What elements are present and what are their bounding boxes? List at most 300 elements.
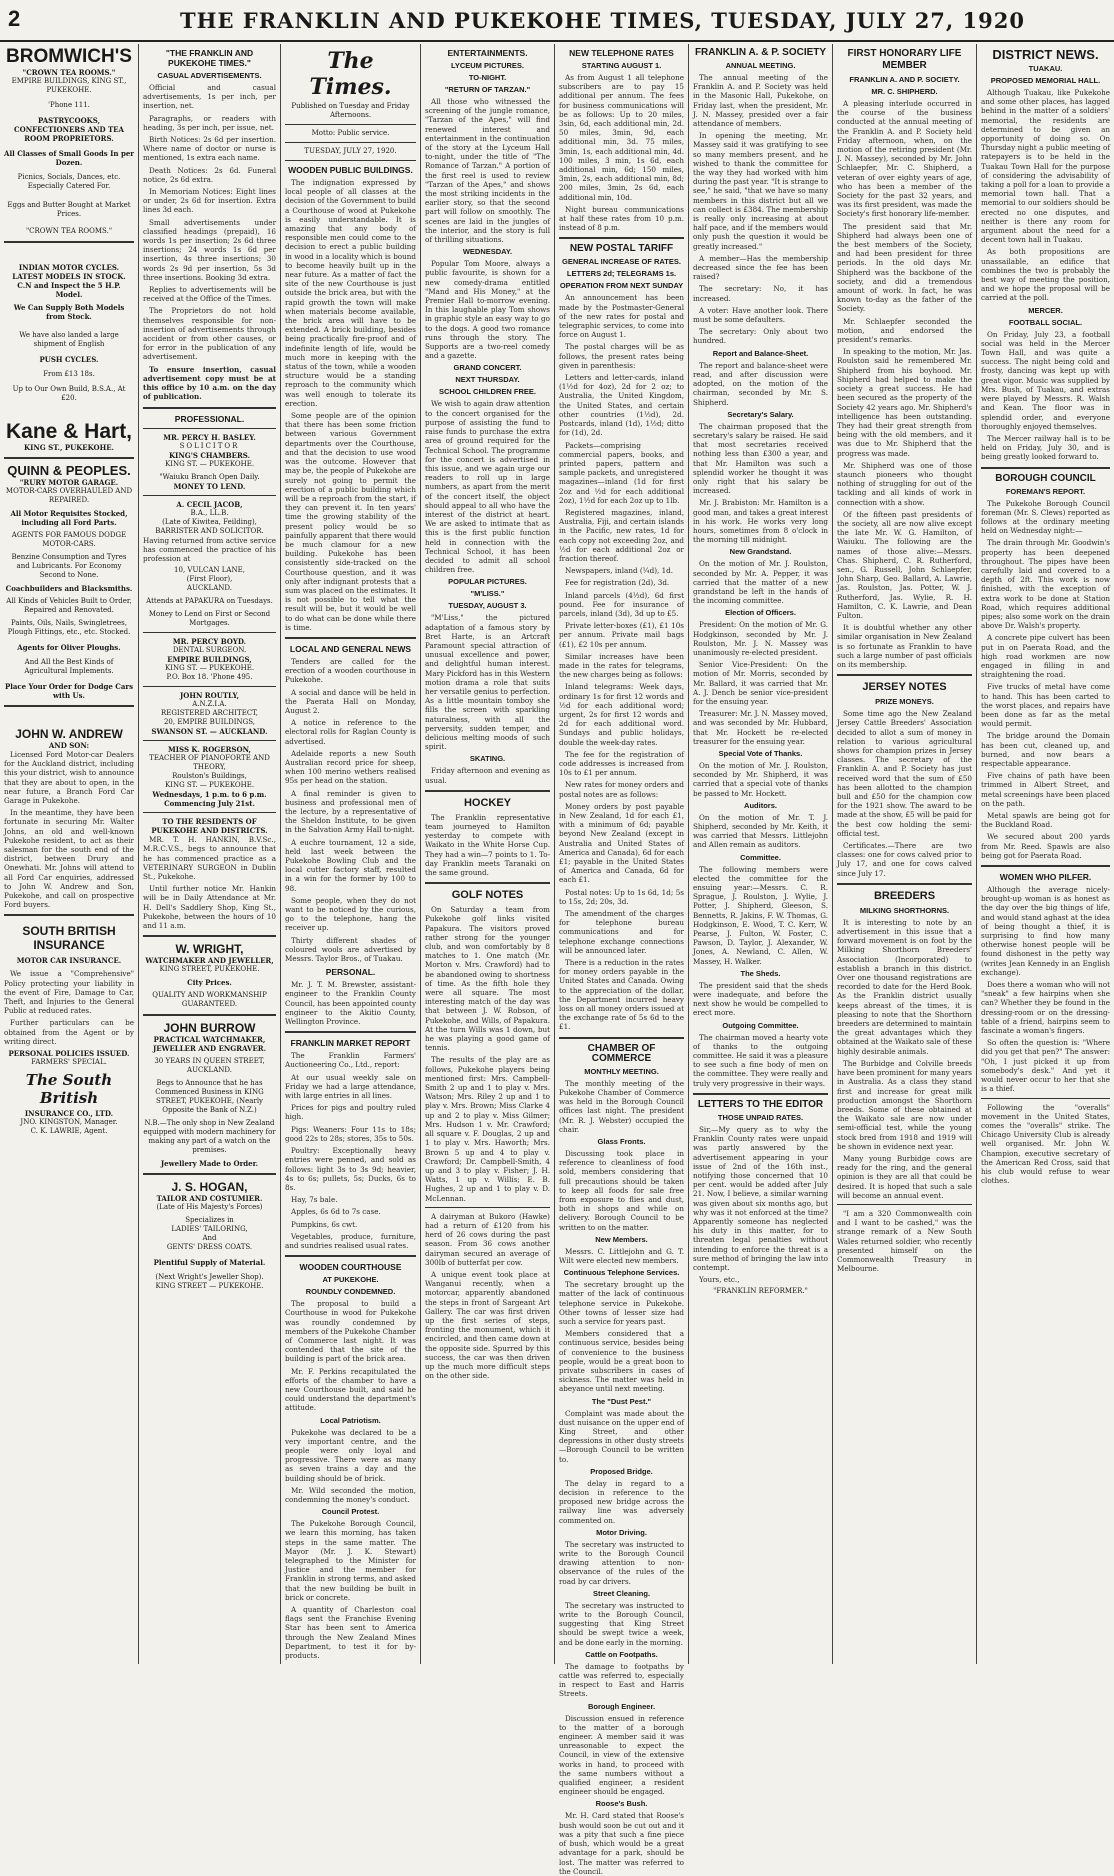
- women-para: Following the "overalls" movement in the United States, comes the "overalls" strike. The Chicago University Club is already well organised. Mr. John W. Champion, executive secretary of the American Red Cross, said that his club would refuse to wear clothes.: [981, 1102, 1110, 1186]
- bromwich-address: EMPIRE BUILDINGS, KING ST., PUKEKOHE.: [11, 77, 127, 94]
- divider: [981, 865, 1110, 867]
- market-para: At our usual weekly sale on Friday we had a large attendance, with large entries in all lines.: [285, 1072, 416, 1101]
- divider: [285, 142, 416, 143]
- local-news-head: LOCAL AND GENERAL NEWS: [289, 643, 412, 654]
- ap-society-head: FRANKLIN A. & P. SOCIETY: [694, 47, 827, 58]
- honorary-para: In speaking to the motion, Mr. Jas. Roulston said he remembered Mr. Shipherd from his boyhood. Mr. Shipherd had helped to make the society a great success. He had been secured as the property of the Society 42 years ago. Mr. Shipherd's intelligence has been outstanding. They had their great strength from being with the old members, and it was due to Mr. Shipherd that the progress was made.: [837, 347, 972, 458]
- andrew-para: In the meantime, they have been fortunate in securing Mr. Walter Johns, an old and well-known Pukekohe resident, to act as their salesman for the south end of the district, between Drury and Onewhati. Mr. Johns will attend to all Ford Car enquiries, addressed to John W. Andrew and Son, Pukekohe, and call on prospective Ford buyers.: [4, 808, 134, 910]
- district-para: The Mercer railway hall is to be held on Friday, July 30, and is being greatly looked forward to.: [981, 433, 1110, 462]
- local-news-para: A euchre tournament, 12 a side, held last week between the Pukekohe Bowling Club and the local cutter factory staff, resulted in a win for the former by 100 to 98.: [285, 837, 416, 893]
- basley-chambers: KING'S CHAMBERS.: [168, 450, 251, 460]
- basley-title: SOLICITOR: [179, 441, 240, 450]
- divider: [4, 241, 134, 243]
- cycles-line: We have also landed a large shipment of English: [19, 331, 119, 348]
- wright-ad: [143, 942, 276, 1009]
- chamber-para: Mr. H. Card stated that Roose's bush would soon be cut out and it was a pity that such a fine piece of bush, which would be a great advantage for a park, should be lost. The matter was referred to the Council.: [559, 1811, 684, 1876]
- postal-tariff-para: Packets—comprising commercial papers, books, and printed papers, pattern and sample packets, and unregistered magazines—inland (1d for first 2oz and ½d for each additional 2oz), 1½d for each 2oz up to 1lb.: [559, 440, 684, 505]
- market-para: The Franklin Farmers' Auctioneering Co., Ltd., report:: [285, 1051, 416, 1070]
- boyd-box: P.O. Box 18. 'Phone 495.: [166, 673, 253, 682]
- ap-society-para: The secretary: No, it has increased.: [693, 284, 828, 303]
- jacob-name: A. CECIL JACOB,: [176, 499, 243, 509]
- jacob-money: Money to Lend on First or Second Mortgages.: [148, 610, 271, 628]
- chamber-subhead: Motor Driving.: [596, 1527, 647, 1537]
- quinn-line: "RURY MOTOR GARAGE.: [19, 478, 119, 487]
- borough-para: Five chains of path have been trimmed in Albert Street, and metal screenings have been placed on the path.: [981, 771, 1110, 808]
- borough-para: Five trucks of metal have come to hand. This has been carted to the worst places, and repairs have been done as far as the metal would permit.: [981, 682, 1110, 729]
- divider: [4, 457, 134, 459]
- courthouse-para: The proposal to build a Courthouse in wood for Pukekohe was roundly condemned by members of the Pukekohe Chamber of Commerce last night. It was contended that the site of the building is part of the brick area.: [285, 1299, 416, 1364]
- quinn-line: Benzine Consumption and Tyres and Lubricants. For Economy Second to None.: [11, 553, 127, 579]
- andrew-name: JOHN W. ANDREW: [15, 727, 123, 741]
- divider: [4, 705, 134, 707]
- postal-tariff-sub: LETTERS 2d; TELEGRAMS 1s.: [566, 269, 677, 279]
- honorary-sub: FRANKLIN A. AND P. SOCIETY.: [849, 75, 960, 84]
- bromwich-name: BROMWICH'S: [6, 46, 132, 67]
- ap-society-subhead: Secretary's Salary.: [727, 409, 794, 419]
- market-para: Pumpkins, 6s cwt.: [291, 1219, 358, 1229]
- ap-society-subhead: Outgoing Committee.: [722, 1020, 799, 1030]
- hankin-para: Until further notice Mr. Hankin will be in Daily Attendance at Mr. H. Dell's Saddlery Shop, King St., Pukekohe, between the hours of 10 and 11 a.m.: [143, 884, 276, 930]
- entertainments-para: All those who witnessed the screening of the jungle romance, "Tarzan of the Apes," will find renewed interest and entertainment in the continuation of the story at the Lyceum Hall to-night, under the title of "The Romance of Tarzan." A portion of the first reel is used to review "Tarzan of the Apes," and shows the most striking incidents in the earlier story, so that the second part will follow on smoothly. The scenes are laid in the jungles of the interior, and the story is full of thrilling situations.: [425, 97, 550, 245]
- divider: [837, 674, 972, 676]
- hogan-line: Plentiful Supply of Material.: [153, 1258, 266, 1268]
- times-publication: Published on Tuesday and Friday Afternoons.: [291, 102, 410, 119]
- telephone-rates-para: Night bureau communications at half these rates from 10 p.m. instead of 8 p.m.: [559, 204, 684, 233]
- bromwich-eggs: Eggs and Butter Bought at Market Prices.: [7, 201, 131, 218]
- hogan-address: KING STREET — PUKEKOHE.: [155, 1282, 264, 1291]
- postal-tariff-para: The postal charges will be as follows, the present rates being given in parenthesis:: [559, 342, 684, 370]
- golf-para: On Saturday a team from Pukekohe golf links visited Papakura. The visitors proved rather strong for the younger club, and won comfortably by 8 matches to 1. One match (Mr. Morton v. Mrs. Crawford) had to be abandoned owing to shortness of time. As the fifth hole they were all square. The most interesting match of the day was that between J. W. Robson, of Pukekohe, and Wills, of Papakura. At the turn Wills was 1 down, but he was playing a good game of tennis.: [425, 905, 550, 1053]
- ap-society-sub: ANNUAL MEETING.: [725, 61, 796, 70]
- women-para: So often the question is: "Where did you get that pen?" The answer: "Oh, I just picked it up from somebody's desk." And yet it would never occur to her that she is a thief.: [981, 1038, 1110, 1094]
- hogan-late: (Late of His Majesty's Forces): [156, 1203, 263, 1212]
- cycles-line: Up to Our Own Build, B.S.A., At £20.: [12, 385, 126, 402]
- chamber-para: Complaint was made about the dust nuisance on the upper end of King Street, and other depressions in other dusty streets—Borough Council to be written to.: [559, 1408, 684, 1464]
- honorary-para: Mr. Shipherd was one of those staunch pioneers who thought nothing of struggling for out of the tackling and all kinds of work in connection with a show.: [837, 460, 972, 507]
- divider: [981, 1098, 1110, 1099]
- wright-prices: City Prices.: [187, 978, 232, 988]
- divider: [285, 637, 416, 639]
- borough-para: Metal spawls are being got for the Buckland Road.: [981, 811, 1110, 830]
- hankin-para: MR. T. H. HANKIN, B.V.Sc., M.R.C.V.S., begs to announce that he has commenced practice as a VETERINARY SURGEON in Dublin St., Pukekohe.: [143, 835, 276, 881]
- jersey-head: JERSEY NOTES: [862, 681, 947, 694]
- district-sub: TUAKAU.: [1028, 64, 1063, 73]
- times-date: TUESDAY, JULY 27, 1920.: [304, 147, 397, 155]
- golf-para: A dairyman at Bukoro (Hawke) had a return of £120 from his herd of 26 cows during the past season. From 36 cows another dairyman secured an average of 300lb of butterfat per cow.: [425, 1211, 550, 1267]
- divider: [143, 686, 276, 687]
- postal-tariff-head: NEW POSTAL TARIFF: [569, 243, 674, 255]
- chamber-subhead: Roose's Bush.: [595, 1799, 648, 1809]
- jersey-para: Certificates.—There are two classes: one for cows calved prior to July 17, and one for cows calved since July 17.: [837, 841, 972, 878]
- postal-tariff-para: Private letter-boxes (£1), £1 10s per annum. Private mail bags (£1), £2 10s per annum.: [559, 621, 684, 649]
- market-report-head: FRANKLIN MARKET REPORT: [290, 1038, 411, 1049]
- quinn-line: Place Your Order for Dodge Cars with Us.: [4, 682, 134, 700]
- hogan-spec: Specializes in: [185, 1216, 234, 1225]
- boyd-building: EMPIRE BUILDINGS,: [167, 655, 252, 665]
- postal-tariff-para: Inland telegrams: Week days, ordinary 1s for first 12 words and ½d for each additional word; urgent, 2s for first 12 words and 2d for each additional word. Sundays and public holidays, double the week-day rates.: [559, 682, 684, 747]
- entertainments-sub: GRAND CONCERT.: [453, 363, 522, 373]
- routly-address: SWANSON ST. — AUCKLAND.: [151, 727, 268, 737]
- chamber-subhead: Glass Fronts.: [597, 1136, 646, 1146]
- boyd-address: KING ST. — PUKEKOHE.: [164, 664, 255, 673]
- ap-society-para: The annual meeting of the Franklin A. and P. Society was held in the Masonic Hall, Pukekohe, on Friday last, when the president, Mr. J. N. Massey, presided over a fair attendance of members.: [693, 73, 828, 129]
- district-para: Although Tuakau, like Pukekohe and some other places, has lagged behind in the matter of a soldiers' memorial, the residents are determined to be given an opportunity of doing so. On Thursday night a public meeting of ratepayers is to be held in the Tuakau Town Hall for the purpose of considering the advisability of taking a poll for a loan to provide a memorial town hall. That a memorial to our soldiers should be erected no one disputes, and neither is there any room for argument about the need for a decent town hall in Tuakau.: [981, 88, 1110, 245]
- routly-name: JOHN ROUTLY,: [179, 691, 240, 701]
- ap-society-subhead: Report and Balance-Sheet.: [712, 348, 809, 358]
- letters-head: LETTERS TO THE EDITOR: [697, 1098, 824, 1110]
- basley-money: MONEY TO LEND.: [173, 481, 246, 491]
- divider: [143, 495, 276, 496]
- column-5: [554, 44, 688, 1876]
- postal-tariff-para: There is a reduction in the rates for money orders payable in the United States and Canada. Owing to the appreciation of the dollar, the Department incurred heavy loss on all money orders issued at the exchange rate of 5s 6d to the £1.: [559, 958, 684, 1032]
- women-para: Although the average nicely-brought-up woman is as honest as the day over the big things of life, and would stand aghast at the idea of being thought a thief, it is surprising to find how many otherwise honest people will be found dishonest in the petty way (writes Jean Kennedy in an English exchange).: [981, 885, 1110, 977]
- divider: [559, 1037, 684, 1039]
- ap-society-para: Senior Vice-President: On the motion of Mr. Morris, seconded by Mr. Ballard, it was carried that Mr. A. J. Dench be senior vice-president for the ensuing year.: [693, 660, 828, 706]
- chamber-subhead: New Members.: [595, 1234, 648, 1244]
- honorary-para: A pleasing interlude occurred in the course of the business conducted at the annual meeting of the Franklin A. and P. Society held Friday afternoon, when, on the motion of the retiring president (Mr. J. N. Massey), seconded by Mr. John Schlaepfer, Mr. C. Shipherd, a veteran of over eighty years of age, who has been a member of the Society for the past 32 years, and was its first president, was made the Society's first honorary life-member.: [837, 99, 972, 219]
- classified-para: To ensure insertion, casual advertisement copy must be at this office by 10 a.m. on the day of publication.: [143, 364, 276, 402]
- insurance-agent: C. K. LAWRIE, Agent.: [30, 1127, 108, 1136]
- breeders-head: BREEDERS: [873, 889, 936, 902]
- postal-tariff-para: Fee for registration (2d), 3d.: [565, 578, 670, 588]
- divider: [425, 790, 550, 792]
- times-motto: Motto: Public service.: [311, 129, 390, 137]
- divider: [4, 914, 134, 916]
- rogerson-title: TEACHER OF PIANOFORTE AND THEORY,: [149, 754, 270, 772]
- borough-para: The drain through Mr. Goodwin's property has been deepened throughout. The pipes have been carefully laid and covered to a depth of 2ft. This work is now finished, with the exception of extra work to be done at Station Road, which requires additional pipes; also some work on the drain above Dr. Walsh's property.: [981, 538, 1110, 631]
- divider: [143, 632, 276, 633]
- boyd-name: MR. PERCY BOYD.: [172, 637, 247, 647]
- telephone-rates-head: NEW TELEPHONE RATES: [569, 48, 674, 58]
- ap-society-para: President: On the motion of Mr. G. Hodgkinson, seconded by Mr. J. Roulston, Mr. J. N. Massey was unanimously re-elected president.: [693, 620, 828, 657]
- jacob-address: AUCKLAND.: [187, 584, 232, 593]
- insurance-line: FARMERS' SPECIAL.: [31, 1058, 107, 1067]
- postal-tariff-para: The amendment of the charges for telephone bureau communications and for telephone exchange connections will be announced later.: [559, 909, 684, 955]
- burrow-line: 30 YEARS IN QUEEN STREET, AUCKLAND.: [154, 1057, 265, 1075]
- divider: [143, 428, 276, 429]
- column-4: [420, 44, 554, 1664]
- ap-society-para: On the motion of Mr. J. Roulston, seconded by Mr. A. Pepper, it was carried that the matter of a new grandstand be left in the hands of the incoming committee.: [693, 559, 828, 606]
- local-news-para: Thirty different shades of coloured wools are advertised by Messrs. Taylor Bros., of Tuakau.: [285, 935, 416, 964]
- hogan-line: And: [202, 1234, 217, 1243]
- burrow-line: N.B.—The only shop in New Zealand equipped with modern machinery for making any part of a watch on the premises.: [143, 1119, 276, 1155]
- column-6: [688, 44, 832, 1664]
- hogan-ad: [143, 1180, 276, 1291]
- women-para: Does there a woman who will not "sneak" a few hairpins when she can? Whether they be found in the dressing-room or on the dressing-table of a friend, hairpins seem to fascinate a woman's fingers.: [981, 980, 1110, 1036]
- masthead: [0, 0, 1114, 42]
- ap-society-subhead: Special Vote of Thanks.: [718, 749, 803, 758]
- honorary-head: FIRST HONORARY LIFE MEMBER: [847, 48, 962, 71]
- district-para: As both propositions are unassailable, an edifice that combines the two is probably the best way of meeting the position, and we hope the proposal will be carried at the poll.: [981, 247, 1110, 303]
- entertainments-sub: "RETURN OF TARZAN.": [444, 85, 531, 94]
- bromwich-trade: PASTRYCOOKS, CONFECTIONERS AND TEA ROOM PROPRIETORS.: [14, 116, 124, 143]
- editorial-para: Some people are of the opinion that there has been some friction between various Government departments over the Courthouse, and that the decision to use wood was the outcome. However that may be, the people of Pukekohe are surely not going to permit the erection of a public building which will be a reproach from the start, if they can prevent it. In ten years' time the growing stability of the present policy would be so painfully apparent that there would be much clamour for a new building. Pukekohe has been consistently side-tracked on the Courthouse question, and it was only after indignant protests that a sum was placed on the estimates. It is not possible to tell what the result will be, but it would be well to do what can be done while there is time.: [285, 411, 416, 632]
- courthouse-sub: AT PUKEKOHE.: [322, 1275, 379, 1285]
- insurance-line: PERSONAL POLICIES ISSUED.: [8, 1049, 130, 1059]
- golf-head: GOLF NOTES: [451, 889, 524, 902]
- wright-title: WATCHMAKER AND JEWELLER,: [145, 956, 274, 966]
- chamber-head: CHAMBER OF COMMERCE: [587, 1042, 656, 1064]
- hockey-para: The Franklin representative team journeyed to Hamilton yesterday to compete with Waikato in the White Horse Cup. They had a win—7 points to 1. To-day Franklin meets Taranaki on the same ground.: [425, 812, 550, 878]
- local-news-para: Some people, when they do not want to be noticed by the curious, go to the telephone, hang the receiver up.: [285, 895, 416, 933]
- jacob-role: BARRISTER AND SOLICITOR.: [155, 526, 264, 535]
- kane-hart-address: KING ST., PUKEKOHE.: [23, 443, 114, 452]
- rogerson-card: [143, 745, 276, 808]
- hankin-notice: [143, 817, 276, 930]
- cycles-line: From £13 18s.: [43, 370, 95, 378]
- courthouse-para: Pukekohe was declared to be a very important centre, and the people were only loyal and progressive. There were as many as seven trains a day and the building should be of brick.: [285, 1427, 416, 1483]
- entertainments-sub: TUESDAY, AUGUST 3.: [448, 601, 527, 611]
- classified-para: Official and casual advertisements, 1s per inch, per insertion, net.: [143, 83, 276, 111]
- borough-para: The Pukekohe Borough Council foreman (Mr. S. Clews) reported as follows at the ordinary meeting held on Wednesday night:—: [981, 498, 1110, 536]
- letters-sub: THOSE UNPAID RATES.: [717, 1112, 804, 1122]
- chamber-para: The damage to footpaths by cattle was referred to, especially in respect to East and Harris Streets.: [559, 1661, 684, 1699]
- classified-sub: CASUAL ADVERTISEMENTS.: [157, 71, 262, 80]
- divider: [143, 740, 276, 741]
- honorary-para: It is doubtful whether any other similar organisation in New Zealand is so fortunate as Franklin to have such a large number of past officials on its membership.: [837, 623, 972, 669]
- postal-tariff-para: Newspapers, inland (¼d), 1d.: [565, 566, 674, 576]
- entertainments-sub: "M'LISS.": [470, 589, 505, 599]
- chamber-subhead: Continuous Telephone Services.: [563, 1268, 680, 1278]
- bromwich-tag: "CROWN TEA ROOMS.": [22, 68, 116, 77]
- quinn-line: Coachbuilders and Blacksmiths.: [5, 584, 133, 593]
- divider: [981, 467, 1110, 469]
- chamber-para: The secretary brought up the matter of the lack of continuous telephone service in Pukekohe. Other towns of lesser size had such a service for years past.: [559, 1280, 684, 1326]
- ap-society-subhead: Auditors.: [744, 800, 777, 810]
- divider: [559, 237, 684, 239]
- ap-society-para: The chairman proposed that the secretary's salary be raised. He said that most secretaries received nothing less than £300 a year, and that Mr. Hamilton was such a splendid worker he thought it was only right that his salary be increased.: [693, 421, 828, 496]
- routly-title: REGISTERED ARCHITECT,: [160, 709, 259, 718]
- entertainments-sub: SKATING.: [469, 754, 506, 764]
- hankin-head: TO THE RESIDENTS OF PUKEKOHE AND DISTRICTS.: [151, 817, 268, 836]
- wright-name: W. WRIGHT,: [175, 942, 244, 957]
- column-3: [280, 44, 420, 1664]
- insurance-company-sub: INSURANCE CO., LTD.: [24, 1109, 114, 1119]
- rogerson-days: Wednesdays, 1 p.m. to 6 p.m. Commencing July 21st.: [152, 790, 267, 809]
- quinn-name: QUINN & PEOPLES.: [7, 463, 131, 478]
- basley-branch: "Waiuku Branch Open Daily.: [159, 472, 260, 481]
- borough-para: A concrete pipe culvert has been put in on Paerata Road, and the high road workmen are now engaged in filling in and straightening the road.: [981, 633, 1110, 680]
- district-sub: PROPOSED MEMORIAL HALL.: [990, 76, 1101, 85]
- routly-card: [143, 691, 276, 736]
- honorary-para: Mr. Schlaepfer seconded the motion, and endorsed the president's remarks.: [837, 316, 972, 345]
- quinn-ad: [4, 464, 134, 700]
- bromwich-goods: All Classes of Small Goods In per Dozen.: [4, 149, 134, 167]
- jersey-para: Some time ago the New Zealand Jersey Cattle Breeders' Association decided to allot a sum of money in relation to various agricultural shows for champion prizes in Jersey classes. The secretary of the Franklin A. and P. Society has just received word that the sum of £50 has been allotted to the champion bull and £50 for the champion cow for the 1921 show. The award to be made at the show, £5 will be paid for the best cow holding the semi-official test.: [837, 709, 972, 838]
- jacob-degree: B.A., LL.B.: [190, 508, 229, 517]
- boyd-card: [143, 637, 276, 682]
- jacob-address: 10, VULCAN LANE,: [174, 566, 245, 575]
- newspaper-title: THE FRANKLIN AND PUKEKOHE TIMES, TUESDAY, JULY 27, 1920: [180, 8, 1025, 33]
- chamber-para: Discussing took place in reference to cleanliness of food sold, members considering that full precautions should be taken to keep all foods for sale free from exposure to flies and dust, both in shops and while on delivery. Borough Council to be written to on the matter.: [559, 1148, 684, 1232]
- wright-quality: QUALITY AND WORKMANSHIP GUARANTEED.: [152, 991, 267, 1009]
- breeders-para: It is interesting to note by an advertisement in this issue that a forward movement is on foot by the Milking Shorthorn Breeders' Association (Incorporated) to establish a branch in this district. Over one thousand registrations are recorded to date for the Herd Book. As the Franklin district usually keeps abreast of the times, it is pleasing to note that the Shorthorn breeders are determined to maintain the great advantages which they obtained at the Waikato sale of these highly desirable animals.: [837, 917, 973, 1056]
- postal-tariff-para: Registered magazines, inland, Australia, Fiji, and certain islands in the Pacific, new rates, 1d for each copy not exceeding 2oz, and ½d for each additional 2oz or fraction thereof.: [559, 507, 684, 563]
- editorial-head: WOODEN PUBLIC BUILDINGS.: [288, 165, 413, 175]
- classified-rates: [143, 48, 276, 402]
- postal-tariff-para: Postal notes: Up to 1s 6d, 1d; 5s to 15s, 2d; 20s, 3d.: [559, 887, 684, 906]
- borough-para: The bridge around the Domain has been cut, cleaned up, and burned, and now bears a respectable appearance.: [981, 731, 1110, 768]
- district-para: On Friday, July 23, a football social was held in the Mercer Town Hall, and was quite a success. The night being cold and frosty, dancing was kept up with great vigor. Music was supplied by Mrs. Bush, of Tuakau, and extras were played by Messrs. R. Walsh and Kean. The floor was in splendid order, and everyone thoroughly enjoyed themselves.: [981, 329, 1110, 431]
- ap-society-subhead: New Grandstand.: [729, 547, 792, 557]
- burrow-line: Begs to Announce that he has Commenced Business in KING STREET, PUKEKOHE, (Nearly Opposite the Bank of N.Z.): [155, 1079, 264, 1115]
- insurance-ad: [4, 924, 134, 1136]
- courthouse-para: Mr. F. Perkins recapitulated the efforts of the chamber to have a new Courthouse built, and said he could understand the department's attitude.: [285, 1366, 416, 1413]
- golf-para: The results of the play are as follows, Pukekohe players being mentioned first: Mrs. Campbell-Smith 2 up and 1 to play v. Mrs. Watson; Mrs. Riley 2 up and 1 to play v. Mrs. Brown; Miss Clarke 4 up and 2 to play v. Miss Gilmer; Mrs. Hudson 1 v. Mr. Crawford; all square v. F. Douglas, 2 up and 1 to play v. Mrs. Haworth; Mrs. Brown 5 up and 4 to play v. Crawford; Dr. Campbell-Smith, 4 up and 3 to play v. Fisher; J. H. Watts, 1 up v. Willis; E. B. Hughes, 2 up and 1 to play v. D. McLennan.: [425, 1055, 550, 1203]
- hogan-line: (Next Wright's Jeweller Shop).: [155, 1273, 264, 1282]
- district-sub: FOOTBALL SOCIAL.: [1008, 317, 1083, 327]
- courthouse-sub: ROUNDLY CONDEMNED.: [305, 1287, 396, 1297]
- editorial-para: The indignation expressed by local people of all classes at the decision of the Government to build a Courthouse of wood at Pukekohe is easily understandable. It is amazing that any body of responsible men could come to the decision to erect a public building in wood in a locality which is bound to become heavily built up in the near future. As a matter of fact the site of the new Courthouse is just outside the brick area, but with the rapid growth the town will make when materials become available, the brick area will have to be extended. A brick building, besides being practically fire-proof and of indefinite length of life, would be much more in keeping with the status of the town, while a wooden structure would be a standing reproach to the community which was well enough to tolerate its erection.: [285, 178, 416, 408]
- divider: [693, 1093, 828, 1095]
- honorary-sub: MR. C. SHIPHERD.: [871, 87, 938, 96]
- divider: [143, 407, 276, 409]
- jacob-address: (First Floor),: [186, 575, 233, 584]
- rogerson-building: Roulston's Buildings,: [172, 772, 247, 781]
- breeders-para: Many young Burbidge cows are ready for the ring, and the general opinion is they are all that could be desired. It is hoped that such a sale will become an annual event.: [837, 1153, 972, 1200]
- andrew-ad: [4, 727, 134, 909]
- insurance-head: INSURANCE: [33, 938, 105, 953]
- classified-para: Birth Notices: 2s 6d per insertion. Where name of doctor or nurse is mentioned, 1s extra each name.: [143, 135, 276, 163]
- entertainments-sub: TO-NIGHT.: [468, 73, 507, 82]
- insurance-para: Further particulars can be obtained from the Agent or by writing direct.: [4, 1018, 134, 1046]
- ap-society-para: In opening the meeting, Mr. Massey said it was gratifying to see so many members present, and he wished to thank the committee for the way they had worked with him during the past year. "It is strange to see," he said, "that we have so many members in this district but all we can collect is £384. The membership is really only increasing at about half pace, and if the members would only push the question it would be greatly increased.": [693, 131, 828, 251]
- routly-degree: A.N.Z.I.A.: [192, 700, 227, 709]
- classified-para: In Memoriam Notices: Eight lines or under, 2s 6d for insertion. Extra lines 3d each.: [143, 187, 276, 215]
- divider: [425, 1207, 550, 1208]
- postal-tariff-para: An announcement has been made by the Postmaster-General of the new rates for postal and telegraphic services, to come into force on August 1.: [559, 293, 684, 340]
- ap-society-para: The secretary: Only about two hundred.: [693, 327, 828, 346]
- andrew-para: Licensed Ford Motor-car Dealers for the Auckland district, including this your district, wish to announce that they are about to open, in the near future, a Branch Ford Car Garage in Pukekohe.: [4, 750, 134, 806]
- chamber-para: Discussion ensued in reference to the matter of a borough engineer. A member said it was unreasonable to expect the Council, in view of the extensive works in hand, to proceed with the same numbers without a qualified engineer, a resident engineer should be engaged.: [559, 1713, 684, 1797]
- ap-society-para: Treasurer: Mr. J. N. Massey moved, and was seconded by Mr. Hubbard, that Mr. Hockett be re-elected treasurer for the ensuing year.: [693, 709, 828, 746]
- borough-council-head: BOROUGH COUNCIL: [995, 472, 1096, 484]
- market-para: Prices for pigs and poultry ruled high.: [285, 1103, 416, 1122]
- divider: [143, 935, 276, 937]
- jacob-attends: Attends at PAPAKURA on Tuesdays.: [146, 597, 273, 606]
- postal-tariff-para: New rates for money orders and postal notes are as follows:: [559, 780, 684, 799]
- classified-para: Paragraphs, or readers with heading, 3s per inch, per issue, net.: [143, 113, 276, 132]
- insurance-head: SOUTH BRITISH: [22, 924, 116, 939]
- personal-head: PERSONAL.: [325, 967, 376, 978]
- professional-head: PROFESSIONAL.: [174, 413, 245, 424]
- ap-society-para: The following members were elected the committee for the ensuing year:—Messrs. C. R. Sprague, J. Roulston, J. Wylie, J. Potter, J. Shipherd, Gleeson, S. Bennetts, R. Jakins, F. W. Thomas, G. Hodgkinson, E. Wood, T. C. Kerr, W. Pearse, J. Fulton, W. Foster, C. Pawson, D. Taylor, J. Alexander, W. Jones, A. Newland, C. Allen, W. Massey, H. Walker.: [693, 864, 828, 966]
- ap-society-para: A member—Has the membership decreased since the fee has been raised?: [693, 253, 828, 282]
- hogan-line: LADIES' TAILORING,: [171, 1225, 248, 1234]
- quinn-line: Paints, Oils, Nails, Swingletrees, Plough Fittings, etc., etc. Stocked.: [7, 619, 131, 636]
- bromwich-ad: [4, 46, 134, 236]
- page-number: 2: [8, 6, 21, 31]
- postal-tariff-para: Money orders by post payable in New Zealand, 1d for each £1, with a minimum of 6d; payable beyond New Zealand (except in Australia and United States of America and Canada), 6d for each £1; payable in the United States of America and Canada, 6d for each £1.: [559, 801, 684, 885]
- letters-signature: "FRANKLIN REFORMER.": [713, 1287, 808, 1296]
- chamber-subhead: Cattle on Footpaths.: [585, 1649, 658, 1659]
- local-news-para: A final reminder is given to business and professional men of the lecture, by a representative of the Sheldon Institute, to be given in the Salvation Army Hall to-night.: [285, 788, 416, 835]
- jacob-para: Having returned from active service has commenced the practice of his profession at: [143, 535, 276, 563]
- hogan-name: J. S. HOGAN,: [171, 1180, 248, 1195]
- column-8: [976, 44, 1114, 1664]
- postal-tariff-para: Letters and letter-cards, inland (1½d for 4oz), 2d for 2 oz; to Australia, the United Kingdom, the United States, and certain other countries (1½d), 2d. Postcards, inland (1d), 1½d; ditto for (1d), 2d.: [559, 373, 684, 438]
- postal-tariff-sub: OPERATION FROM NEXT SUNDAY: [559, 281, 684, 291]
- classified-para: Replies to advertisements will be received at the Office of the Times.: [143, 285, 276, 304]
- classified-para: Death Notices: 2s 6d. Funeral notice, 2s 6d extra.: [143, 165, 276, 184]
- golf-para: A unique event took place at Wanganui recently, when a motorcar, apparently abandoned the steps in front of Sargeant Art Gallery. The car was first driven up the first series of steps, fronting the monument, which it encircled, and then came down at the opposite side. Spurred by this success, the car was then driven up the much more difficult steps on the other side.: [425, 1269, 550, 1381]
- classified-head: "THE FRANKLIN AND PUKEKOHE TIMES.": [165, 48, 254, 68]
- chamber-subhead: Street Cleaning.: [592, 1588, 651, 1598]
- local-news-para: A notice in reference to the electoral rolls for Raglan County is advertised.: [285, 718, 416, 746]
- quinn-line: All Motor Requisites Stocked, including all Ford Parts.: [10, 509, 128, 527]
- andrew-and: AND SON:: [48, 741, 90, 750]
- quinn-line: And All the Best Kinds of Agricultural Implements.: [24, 658, 114, 675]
- quinn-line: All Kinds of Vehicles Built to Order, Repaired and Renovated.: [6, 597, 132, 614]
- basley-name: MR. PERCY H. BASLEY.: [163, 432, 256, 442]
- column-1: [0, 44, 138, 1664]
- insurance-sub: MOTOR CAR INSURANCE.: [16, 956, 122, 966]
- ap-society-para: Mr. J. Brabiston: Mr. Hamilton is a good man, and takes a great interest in his work. He works very long hours, sometimes from 8 o'clock in the morning till midnight.: [693, 498, 828, 545]
- market-para: Poultry: Exceptionally heavy entries were penned, and sold as follows: light 3s to 3s 9d; heavier, 4s to 6s; pullets, 5s; Ducks, 6s to 8s.: [285, 1146, 416, 1192]
- insurance-company: The South British: [25, 1071, 113, 1108]
- burrow-title: PRACTICAL WATCHMAKER, JEWELLER AND ENGRAVER.: [152, 1035, 267, 1054]
- kane-hart-name: Kane & Hart,: [5, 420, 133, 443]
- chamber-para: Members considered that a continuous service, besides being of convenience to the business people, would be a great boon to private subscribers in cases of sickness. The matter was held in abeyance until next meeting.: [559, 1329, 684, 1394]
- breeders-para: The Burbidge and Colville breeds have been prominent for many years in Australia. As a class they stand first and increase for great milk production amongst the Shorthorn breeds. Some of these obtained at the Waikato sale are now under semi-official test, while the young stock bred from 1918 and 1919 will be shown in evidence next year.: [837, 1058, 972, 1151]
- entertainments-para: Friday afternoon and evening as usual.: [425, 766, 550, 785]
- chamber-para: The secretary was instructed to write to the Borough Council, suggesting that King Street should be swept twice a week, and be done early in the morning.: [559, 1600, 684, 1647]
- local-news-para: A social and dance will be held in the Paerata Hall on Monday, August 2.: [285, 687, 416, 715]
- postal-tariff-para: Inland parcels (4½d), 6d first pound. Fee for insurance of parcels, inland (3d), 3d up to £5.: [559, 590, 684, 618]
- divider: [837, 1204, 972, 1205]
- divider: [285, 160, 416, 161]
- district-sub: MERCER.: [1028, 305, 1063, 315]
- cycles-line: C.N and Inspect the 5 H.P. Model.: [17, 281, 121, 299]
- courthouse-para: A quantity of Charleston coal flags sent the Franchise Evening Star has been sent to America through the New Zealand Mines Department, to test it for by-products.: [285, 1605, 416, 1661]
- wright-address: KING STREET, PUKEKOHE.: [159, 965, 260, 974]
- jersey-sub: PRIZE MONEYS.: [875, 697, 934, 707]
- ap-society-para: The report and balance-sheet were read, and after discussion were adopted, on the motion of the chairman, seconded by Mr. S. Shipherd.: [693, 360, 828, 407]
- divider: [143, 1173, 276, 1175]
- borough-para: We secured about 200 yards from Mr. Reed. Spawls are also being got for Paerata Road.: [981, 832, 1110, 860]
- personal-para: Mr. J. T. M. Brewster, assistant-engineer to the Franklin County Council, has been appointed county engineer to the Akitio County, Wellington Province.: [285, 980, 416, 1027]
- the-times-nameplate: The Times.: [309, 48, 392, 100]
- hogan-line: GENTS' DRESS COATS.: [166, 1243, 253, 1252]
- district-news-head: DISTRICT NEWS.: [992, 47, 1099, 62]
- local-news-para: Adelaide reports a new South Australian record price for sheep, when 100 merino wethers realised 95s per head on the station.: [285, 748, 416, 786]
- entertainments-sub: LYCEUM PICTURES.: [450, 61, 525, 70]
- column-7: [832, 44, 976, 1664]
- routly-address: 20, EMPIRE BUILDINGS,: [163, 718, 256, 727]
- divider: [285, 1031, 416, 1033]
- ap-society-subhead: Committee.: [740, 852, 781, 862]
- courthouse-para: Mr. Wild seconded the motion, condemning the money's conduct.: [285, 1485, 416, 1504]
- boyd-title: DENTAL SURGEON.: [172, 646, 247, 655]
- postal-tariff-para: The fee for the registration of code addresses is increased from 10s to £1 per annum.: [559, 749, 684, 778]
- entertainments-para: We wish to again draw attention to the concert organised for the purpose of assisting the fund to raise funds to purchase the extra area of ground required for the Technical School. The programme for the concert is advertised in this issue, and we again urge our readers to roll up in large numbers, as apart from the merit of the concert itself, the object should appeal to all who have the interest of the district at heart. We are asked to intimate that as this is the first public function held in connection with the Technical School, it has been decided to admit all school children free.: [425, 399, 550, 575]
- honorary-para: Of the fifteen past presidents of the society, all are now alive except the late Mr. W. G. Hamilton, of Waiuku. The following are the names of those alive:—Messrs. Chas. Shipherd, C. R. Rutherford, sen., G. Russell, John Schlaepfer, John Sharp, Geo. Ballard, A. Lawrie, Jas. Roulston, Jas. Potter, W. J. Rutherford, Jas. Wylie, R. H. Hamilton, C. K. Lawrie, and Dean Fulton.: [837, 509, 972, 620]
- cycles-line: LATEST MODELS IN STOCK.: [12, 272, 126, 281]
- entertainments-para: Popular Tom Moore, always a public favourite, is shown for a new comedy-drama entitled "Mand and His Money," at the Premier Hall to-morrow evening. In this laughable play Tom shows in graphic style an easy way to go to the dogs. A good two romance runs through the story. The Supports are a two-reel comedy and a gazette.: [425, 259, 550, 361]
- ap-society-para: On the motion of Mr. J. Roulston, seconded by Mr. Shipherd, it was carried that a special vote of thanks be passed to Mr. Hockett.: [693, 761, 828, 798]
- market-para: Pigs: Weaners: Four 11s to 18s; good 22s to 28s; stores, 35s to 50s.: [285, 1124, 416, 1143]
- chamber-subhead: Proposed Bridge.: [590, 1466, 653, 1476]
- courthouse-subhead: Council Protest.: [321, 1507, 380, 1517]
- jacob-late: (Late of Kiwitea, Feilding),: [162, 517, 257, 526]
- hockey-head: HOCKEY: [463, 796, 512, 809]
- bromwich-phone: 'Phone 111.: [48, 101, 90, 109]
- ap-society-para: A voter: Have another look. There must be some defaulters.: [693, 305, 828, 325]
- rogerson-name: MISS K. ROGERSON,: [168, 745, 251, 755]
- telephone-rates-para: As from August 1 all telephone subscribers are to pay 15 additional per annum. The fees for business communications will be as follows: Up to 20 miles, 3sin, 6d, each additional min, 2d. 50 miles, 3min, 9d, each additional min, 3d. 75 miles, 3min, 1s, each additional min, 4d. 100 miles, 3 min, 1s 6d, each additional min, 6d; 150 miles, 3min, 2s, each additional min, 8d; 200 miles, 3min, 2s 6d, each additional min, 10d.: [559, 73, 684, 202]
- local-news-para: Tenders are called for the erection of a wooden courthouse in Pukekohe.: [285, 656, 416, 685]
- classified-para: Small advertisements under classified headings (prepaid), 16 words 1s per insertion; 2s 6d three insertions; 24 words 1s 6d per insertion, 4s three insertions; 30 words 2s 9d per insertion, 5s 3d three insertions. Booking 3d extra.: [143, 217, 276, 282]
